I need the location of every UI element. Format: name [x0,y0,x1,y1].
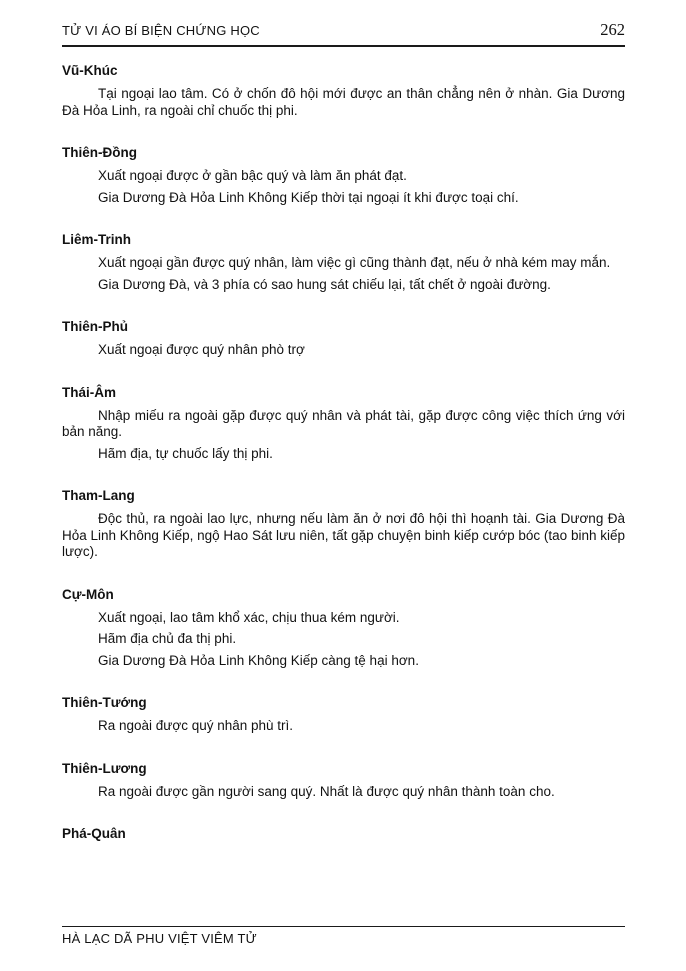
section-heading: Liêm-Trinh [62,232,132,247]
section-paragraph: Ra ngoài được gần người sang quý. Nhất là được quý nhân thành toàn cho. [98,783,555,799]
page-header [62,0,625,47]
section-heading: Thiên-Đồng [62,145,137,160]
section-paragraph: Xuất ngoại được ở gần bậc quý và làm ăn phát đạt. [98,168,407,183]
section-heading: Phá-Quân [62,826,126,841]
section-paragraph: Tại ngoại lao tâm. Có ở chốn đô hội mới được an thân chẳng nên ở nhàn. Gia Dương Đà Hỏa Linh, ra ngoài chỉ chuốc thị phi. [62,86,625,118]
section-heading: Thiên-Tướng [62,695,147,710]
section-paragraph: Độc thủ, ra ngoài lao lực, nhưng nếu làm ăn ở nơi đô hội thì hoạnh tài. Gia Dương Đà Hỏa Linh Không Kiếp, ngộ Hao Sát lưu niên, tất gặp chuyện binh kiếp cướp bóc (tao binh kiếp lược). [62,511,625,559]
section-heading: Vũ-Khúc [62,63,118,78]
star-section [62,62,625,119]
star-section [62,318,625,359]
star-section [62,760,625,801]
section-paragraph: Gia Dương Đà Hỏa Linh Không Kiếp càng tệ hại hơn. [98,652,419,668]
star-section [62,144,625,206]
section-heading: Thiên-Phủ [62,319,128,334]
page-footer [62,926,625,946]
section-paragraph: Xuất ngoại gần được quý nhân, làm việc gì cũng thành đạt, nếu ở nhà kém may mắn. [98,255,611,270]
footer-author-text: HÀ LẠC DÃ PHU VIỆT VIÊM TỬ [62,931,257,946]
section-paragraph: Gia Dương Đà, và 3 phía có sao hung sát chiếu lại, tất chết ở ngoài đường. [98,276,551,292]
section-paragraph: Gia Dương Đà Hỏa Linh Không Kiếp thời tại ngoại ít khi được toại chí. [98,189,519,205]
section-heading: Tham-Lang [62,488,135,503]
section-paragraph: Ra ngoài được quý nhân phù trì. [98,718,294,733]
star-section [62,694,625,735]
document-body [62,58,625,849]
star-section [62,231,625,293]
star-section [62,586,625,670]
running-head-title: TỬ VI ÁO BÍ BIỆN CHỨNG HỌC [62,23,260,38]
page-number: 262 [600,20,625,39]
star-section [62,384,625,463]
section-paragraph: Nhập miếu ra ngoài gặp được quý nhân và phát tài, gặp được công việc thích ứng với bản năng. [62,407,625,439]
section-paragraph: Hãm địa, tự chuốc lấy thị phi. [98,445,273,461]
star-section [62,487,625,561]
section-paragraph: Xuất ngoại được quý nhân phò trợ [98,342,305,357]
section-heading: Cự-Môn [62,586,114,602]
section-heading: Thái-Âm [62,384,116,400]
section-paragraph: Xuất ngoại, lao tâm khổ xác, chịu thua kém người. [98,609,400,625]
section-heading: Thiên-Lương [62,760,147,776]
section-paragraph: Hãm địa chủ đa thị phi. [98,631,237,646]
star-section [62,825,625,843]
